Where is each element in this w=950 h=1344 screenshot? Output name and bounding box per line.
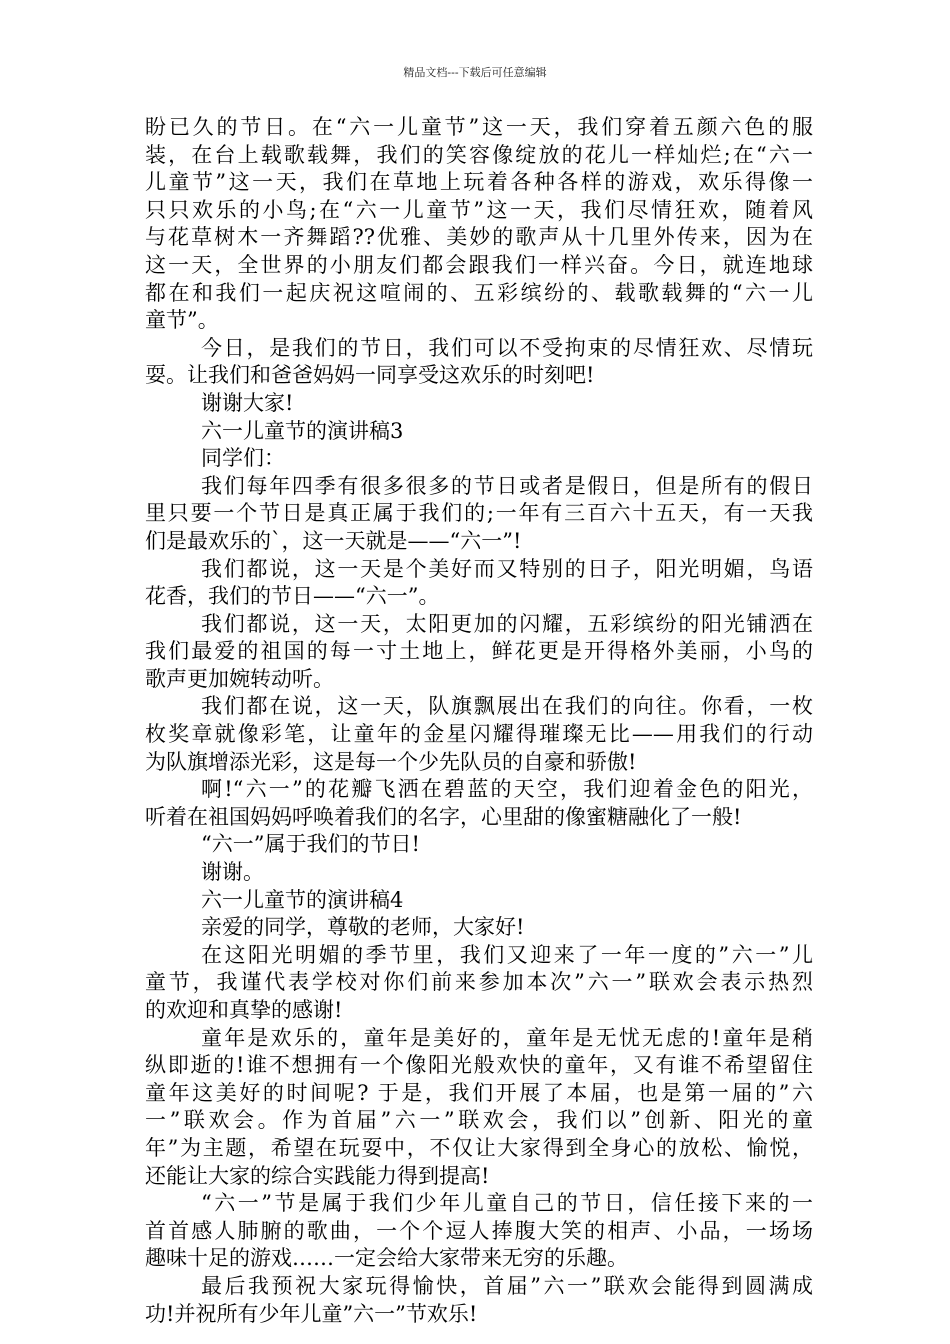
text-line: 纵即逝的!谁不想拥有一个像阳光般欢快的童年，又有谁不希望留住 [145,1053,813,1078]
text-line: 童年这美好的时间呢? 于是，我们开展了本届，也是第一届的”六 [145,1080,813,1105]
text-line: 我们每年四季有很多很多的节日或者是假日，但是所有的假日 [201,473,813,498]
text-line: 今日，是我们的节日，我们可以不受拘束的尽情狂欢、尽情玩 [201,335,813,360]
text-line: “六一”节是属于我们少年儿童自己的节日，信任接下来的一 [201,1191,813,1216]
text-line: 童年是欢乐的，童年是美好的，童年是无忧无虑的!童年是稍 [201,1025,813,1050]
text-line: 同学们： [201,446,285,471]
page-header: 精品文档---下载后可任意编辑 [403,66,547,79]
text-line: 最后我预祝大家玩得愉快，首届”六一”联欢会能得到圆满成 [201,1273,813,1298]
text-line: 趣味十足的游戏……一定会给大家带来无穷的乐趣。 [145,1246,628,1271]
text-line: 为队旗增添光彩，这是每一个少先队员的自豪和骄傲! [145,749,637,774]
text-line: 一”联欢会。作为首届”六一”联欢会，我们以”创新、阳光的童 [145,1108,813,1133]
text-line: 装，在台上载歌载舞，我们的笑容像绽放的花儿一样灿烂;在“六一 [145,142,813,167]
text-line: 功!并祝所有少年儿童”六一”节欢乐! [145,1301,478,1326]
text-line: 都在和我们一起庆祝这喧闹的、五彩缤纷的、载歌载舞的“六一儿 [145,280,813,305]
text-line: 还能让大家的综合实践能力得到提高! [145,1163,490,1188]
text-line: 六一儿童节的演讲稿3 [201,418,404,443]
text-line: 枚奖章就像彩笔，让童年的金星闪耀得璀璨无比——用我们的行动 [145,722,813,747]
text-line: 盼已久的节日。在“六一儿童节”这一天，我们穿着五颜六色的服 [145,115,813,139]
text-line: 童节”。 [145,308,219,333]
text-line: 在这阳光明媚的季节里，我们又迎来了一年一度的”六一”儿 [201,942,813,967]
text-line: 们是最欢乐的`，这一天就是——“六一”! [145,528,522,553]
text-line: 首首感人肺腑的歌曲，一个个逗人捧腹大笑的相声、小品，一场场 [145,1218,813,1243]
text-line: 听着在祖国妈妈呼唤着我们的名字，心里甜的像蜜糖融化了一般! [145,804,742,829]
text-line: 歌声更加婉转动听。 [145,666,334,691]
text-line: 这一天，全世界的小朋友们都会跟我们一样兴奋。今日，就连地球 [145,252,813,277]
text-line: 我们都说，这一天，太阳更加的闪耀，五彩缤纷的阳光铺洒在 [201,611,813,636]
text-line: 我们都说，这一天是个美好而又特别的日子，阳光明媚，鸟语 [201,556,813,581]
text-line: 童节，我谨代表学校对你们前来参加本次”六一”联欢会表示热烈 [145,970,813,995]
text-line: 耍。让我们和爸爸妈妈一同享受这欢乐的时刻吧! [145,363,595,388]
text-line: 亲爱的同学，尊敬的老师，大家好! [201,915,525,940]
document-body [145,114,813,1328]
text-line: 我们都在说，这一天，队旗飘展出在我们的向往。你看，一枚 [201,694,813,719]
text-line: “六一”属于我们的节日! [201,832,420,857]
text-line: 年”为主题，希望在玩耍中，不仅让大家得到全身心的放松、愉悦， [145,1135,813,1160]
text-line: 谢谢。 [201,860,264,885]
text-line: 只只欢乐的小鸟;在“六一儿童节”这一天，我们尽情狂欢，随着风 [145,197,813,222]
text-line: 花香，我们的节日——“六一”。 [145,584,440,609]
text-line: 我们最爱的祖国的每一寸土地上，鲜花更是开得格外美丽，小鸟的 [145,639,813,664]
text-line: 六一儿童节的演讲稿4 [201,887,404,912]
text-line: 里只要一个节日是真正属于我们的;一年有三百六十五天，有一天我 [145,501,813,526]
text-line: 与花草树木一齐舞蹈??优雅、美妙的歌声从十几里外传来，因为在 [145,225,813,250]
text-line: 啊!“六一”的花瓣飞洒在碧蓝的天空，我们迎着金色的阳光， [201,777,813,802]
text-line: 儿童节”这一天，我们在草地上玩着各种各样的游戏，欢乐得像一 [145,170,813,195]
text-line: 的欢迎和真挚的感谢! [145,998,343,1022]
text-line: 谢谢大家! [201,390,294,415]
